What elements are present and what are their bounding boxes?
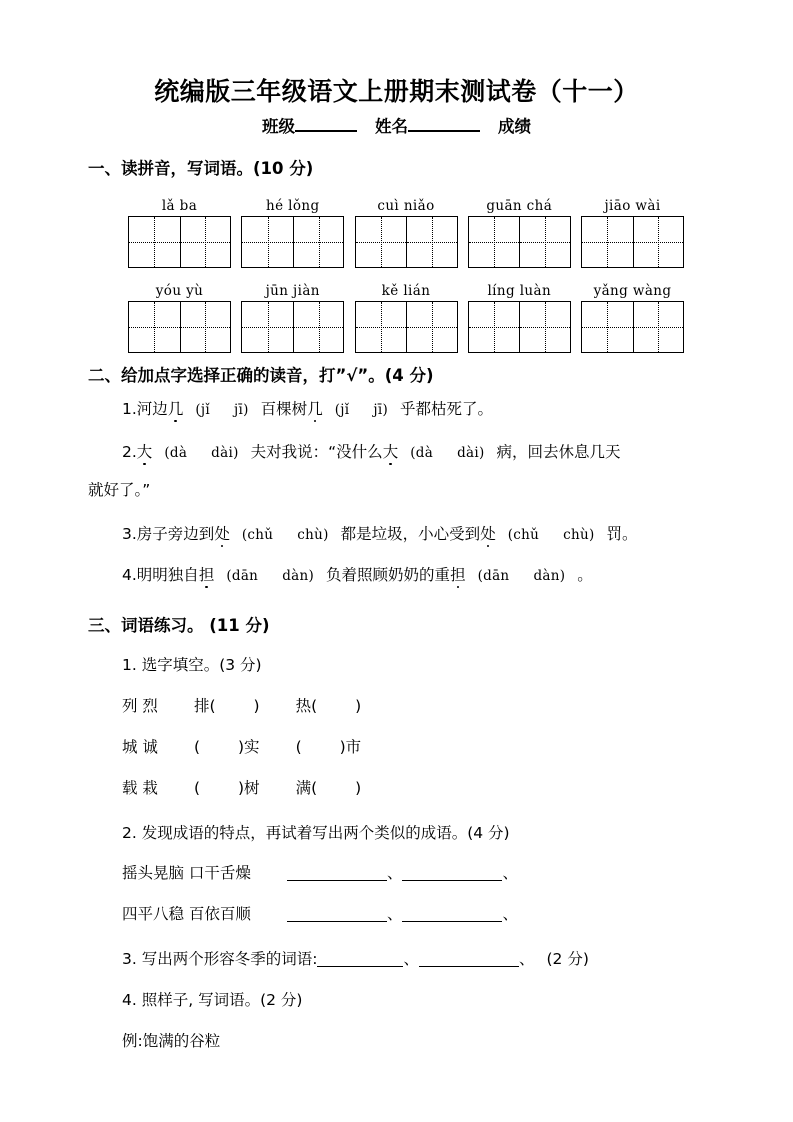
page-title: 统编版三年级语文上册期末测试卷（十一） (154, 77, 639, 106)
pinyin-option-a[interactable]: (dān (226, 568, 259, 584)
blank-a-pre: 排( (193, 697, 216, 715)
tianzige-box[interactable] (128, 216, 231, 268)
pinyin-option-a[interactable]: (dà (410, 445, 434, 461)
dotted-char: 担 (450, 563, 466, 585)
blank-b-pre: 热( (295, 697, 318, 715)
section-2-heading: 二、给加点字选择正确的读音，打”√”。(4 分) (88, 366, 434, 385)
idiom-row-2 (122, 902, 518, 924)
tianzige-cell[interactable] (469, 302, 520, 352)
q-text: 3. 写出两个形容冬季的词语: (122, 950, 318, 968)
section3-question-1-prompt: 1. 选字填空。(3 分) (122, 656, 262, 674)
pinyin-option-b[interactable]: dàn) (282, 568, 315, 584)
select-char-row-1 (122, 694, 361, 716)
idiom-answer-blank[interactable] (287, 865, 387, 881)
pinyin-grid-item (241, 281, 344, 353)
tianzige-cell[interactable] (519, 217, 570, 267)
blank-a-pre: ( (193, 738, 200, 756)
idiom-answer-blank[interactable] (402, 865, 502, 881)
pinyin-option-b[interactable]: dài) (211, 445, 239, 461)
blank-a-post: )树 (238, 779, 260, 797)
dotted-char: 大 (137, 440, 153, 462)
q-text: 。 (577, 566, 593, 584)
pinyin-grid-item (355, 281, 458, 353)
section3-question-3 (122, 947, 589, 969)
tianzige-cell[interactable] (356, 302, 407, 352)
pinyin-option-a[interactable]: (jǐ (195, 402, 210, 418)
tianzige-box[interactable] (241, 301, 344, 353)
student-info-line (0, 113, 793, 137)
q-number: 2. (122, 443, 137, 461)
pinyin-grid-item (581, 196, 684, 268)
tianzige-cell[interactable] (582, 302, 633, 352)
section2-question-2 (122, 440, 621, 462)
pinyin-label: jūn jiàn (265, 283, 320, 299)
blank-a-pre: ( (193, 779, 200, 797)
char-choices: 载 栽 (122, 779, 158, 797)
tianzige-cell[interactable] (129, 302, 180, 352)
blank-b-pre: 满( (295, 779, 318, 797)
q-text: 罚。 (606, 525, 638, 543)
blank-b-post: ) (355, 697, 362, 715)
pinyin-grid-item (128, 281, 231, 353)
pinyin-label: jiāo wài (604, 198, 661, 214)
pinyin-option-a[interactable]: (jǐ (334, 402, 350, 418)
section3-question-4-example: 例:饱满的谷粒 (122, 1032, 221, 1050)
blank-b-pre: ( (295, 738, 302, 756)
idiom-row-1 (122, 861, 518, 883)
tianzige-cell[interactable] (469, 217, 520, 267)
section3-question-2-prompt: 2. 发现成语的特点，再试着写出两个类似的成语。(4 分) (122, 824, 510, 842)
section3-question-4-prompt: 4. 照样子, 写词语。(2 分) (122, 991, 303, 1009)
pinyin-option-b[interactable]: jī) (373, 402, 389, 418)
blank-a-post: )实 (238, 738, 260, 756)
q-text: 夫对我说：“没什么 (250, 443, 383, 461)
section2-question-1 (122, 397, 493, 419)
tianzige-cell[interactable] (406, 302, 457, 352)
pinyin-grid-item (241, 196, 344, 268)
q-text: 百棵树 (260, 400, 308, 418)
blank-a-post: ) (253, 697, 260, 715)
pinyin-label: lǎ ba (161, 198, 198, 214)
tianzige-box[interactable] (581, 216, 684, 268)
pinyin-grid-row-1 (128, 196, 684, 268)
pinyin-option-a[interactable]: (dà (164, 445, 188, 461)
tianzige-cell[interactable] (293, 217, 344, 267)
q-text: 病，回去休息几天 (496, 443, 621, 461)
section2-question-2-wrap: 就好了。” (88, 481, 151, 499)
tianzige-cell[interactable] (242, 302, 293, 352)
tianzige-box[interactable] (355, 301, 458, 353)
select-char-row-3 (122, 776, 361, 798)
dotted-char: 处 (480, 522, 496, 544)
q-number: 3. (122, 525, 137, 543)
tianzige-box[interactable] (581, 301, 684, 353)
separator: 、 (403, 950, 419, 968)
pinyin-label: kě lián (381, 283, 431, 299)
select-char-row-2 (122, 735, 361, 757)
idiom-answer-blank[interactable] (287, 906, 387, 922)
char-choices: 列 烈 (122, 697, 158, 715)
pinyin-label: guān chá (486, 198, 553, 214)
pinyin-option-b[interactable]: dài) (457, 445, 485, 461)
dotted-char: 大 (383, 440, 399, 462)
section-3-heading: 三、词语练习。 (11 分) (88, 616, 270, 635)
tianzige-cell[interactable] (356, 217, 407, 267)
name-label: 姓名 (375, 117, 408, 136)
q-text: 都是垃圾，小心受到 (340, 525, 481, 543)
section-1-heading: 一、读拼音，写词语。(10 分) (88, 159, 314, 178)
pinyin-option-b[interactable]: chù) (563, 527, 595, 543)
pinyin-label: yóu yù (155, 283, 204, 299)
q-score: (2 分) (546, 950, 589, 968)
tianzige-cell[interactable] (582, 217, 633, 267)
pinyin-grid-item (468, 196, 571, 268)
pinyin-grid-item (468, 281, 571, 353)
class-label: 班级 (262, 117, 295, 136)
section2-question-4 (122, 563, 593, 585)
tianzige-box[interactable] (128, 301, 231, 353)
dotted-char: 几 (168, 397, 184, 419)
pinyin-label: hé lǒng (265, 198, 320, 214)
q-text: 明明独自 (136, 566, 199, 584)
score-label: 成绩 (498, 117, 531, 136)
separator: 、 (502, 864, 518, 882)
separator: 、 (386, 864, 403, 882)
q-text: 房子旁边到 (136, 525, 215, 543)
pinyin-option-a[interactable]: (chǔ (507, 527, 540, 543)
tianzige-box[interactable] (241, 216, 344, 268)
tianzige-cell[interactable] (180, 217, 231, 267)
pinyin-option-a[interactable]: (chǔ (241, 527, 274, 543)
blank-b-post: )市 (339, 738, 362, 756)
q-number: 1. (122, 400, 137, 418)
tianzige-cell[interactable] (633, 302, 684, 352)
dotted-char: 处 (214, 522, 230, 544)
idiom-examples: 摇头晃脑 口干舌燥 (122, 864, 251, 882)
name-blank[interactable] (408, 130, 480, 132)
pinyin-grid-item (128, 196, 231, 268)
tianzige-cell[interactable] (633, 217, 684, 267)
pinyin-option-a[interactable]: (dān (477, 568, 510, 584)
pinyin-grid-item (355, 196, 458, 268)
pinyin-label: cuì niǎo (377, 198, 435, 214)
separator: 、 (502, 905, 518, 923)
blank-b-post: ) (355, 779, 362, 797)
pinyin-label: yǎng wàng (593, 283, 672, 299)
tianzige-box[interactable] (355, 216, 458, 268)
tianzige-cell[interactable] (406, 217, 457, 267)
pinyin-option-b[interactable]: jī) (234, 402, 249, 418)
tianzige-cell[interactable] (129, 217, 180, 267)
pinyin-label: líng luàn (487, 283, 552, 299)
winter-word-blank[interactable] (419, 951, 519, 967)
separator: 、 (386, 905, 403, 923)
q-number: 4. (122, 566, 137, 584)
section2-question-3 (122, 522, 638, 544)
idiom-examples: 四平八稳 百依百顺 (122, 905, 251, 923)
tianzige-cell[interactable] (242, 217, 293, 267)
dotted-char: 担 (199, 563, 215, 585)
tianzige-cell[interactable] (519, 302, 570, 352)
q-text: 河边 (136, 400, 168, 418)
pinyin-grid-row-2 (128, 281, 684, 353)
dotted-char: 几 (307, 397, 323, 419)
pinyin-grid-item (581, 281, 684, 353)
pinyin-option-b[interactable]: dàn) (533, 568, 566, 584)
tianzige-box[interactable] (468, 216, 571, 268)
idiom-answer-blank[interactable] (402, 906, 502, 922)
tianzige-cell[interactable] (180, 302, 231, 352)
tianzige-cell[interactable] (293, 302, 344, 352)
winter-word-blank[interactable] (317, 951, 403, 967)
tianzige-box[interactable] (468, 301, 571, 353)
char-choices: 城 诚 (122, 738, 158, 756)
q-text: 乎都枯死了。 (400, 400, 494, 418)
separator: 、 (518, 950, 535, 968)
class-blank[interactable] (295, 130, 357, 132)
q-text: 负着照顾奶奶的重 (326, 566, 451, 584)
pinyin-option-b[interactable]: chù) (297, 527, 329, 543)
